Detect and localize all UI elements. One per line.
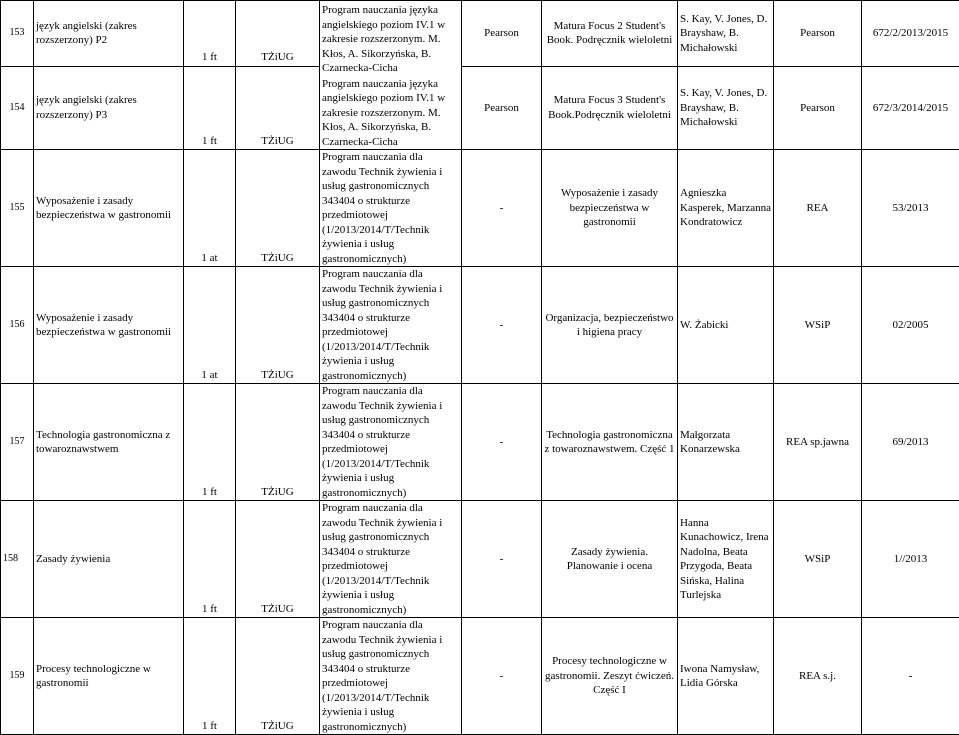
table-row (1, 150, 959, 267)
program-text: Program nauczania języka angielskiego poziom IV.1 w zakresie rozszerzonym. M. Kłos, A. Sikorzyńska, B. Czarnecka-Cicha (322, 77, 459, 150)
school-cell: TŻiUG (236, 501, 320, 618)
authors-cell: Hanna Kunachowicz, Irena Nadolna, Beata Przygoda, Beata Sińska, Halina Turlejska (678, 501, 774, 618)
publisher-cell: Pearson (774, 66, 862, 149)
hours-cell: 1 ft (184, 618, 236, 735)
row-number: 155 (1, 150, 34, 267)
approval-cell: 69/2013 (862, 384, 959, 501)
table-row (1, 66, 959, 149)
subject-cell: język angielski (zakres rozszerzony) P3 (34, 66, 184, 149)
book-cell: Wyposażenie i zasady bezpieczeństwa w gastronomii (542, 150, 678, 267)
authors-cell: Agnieszka Kasperek, Marzanna Kondratowicz (678, 150, 774, 267)
authors-cell: S. Kay, V. Jones, D. Brayshaw, B. Michałowski (678, 1, 774, 67)
program-publisher-cell: Pearson (462, 1, 542, 67)
subject-cell: Zasady żywienia (34, 501, 184, 618)
approval-cell: - (862, 618, 959, 735)
book-cell: Organizacja, bezpieczeństwo i higiena pracy (542, 267, 678, 384)
program-publisher-cell: - (462, 501, 542, 618)
hours-cell: 1 at (184, 267, 236, 384)
program-cell: Program nauczania dla zawodu Technik żywienia i usług gastronomicznych 343404 o strukturze przedmiotowej (1/2013/2014/T/Technik żywienia i usług gastronomicznych) (320, 501, 462, 618)
program-text: Program nauczania języka angielskiego poziom IV.1 w zakresie rozszerzonym. M. Kłos, A. Sikorzyńska, B. Czarnecka-Cicha (322, 3, 459, 76)
subject-cell: język angielski (zakres rozszerzony) P2 (34, 1, 184, 67)
program-publisher-cell: - (462, 150, 542, 267)
book-cell: Matura Focus 2 Student's Book. Podręcznik wieloletni (542, 1, 678, 67)
row-number: 154 (1, 66, 34, 149)
hours-cell: 1 ft (184, 1, 236, 67)
row-number: 157 (1, 384, 34, 501)
row-number: 159 (1, 618, 34, 735)
table-row (1, 384, 959, 501)
subject-cell: Wyposażenie i zasady bezpieczeństwa w gastronomii (34, 267, 184, 384)
program-publisher-cell: - (462, 384, 542, 501)
approval-cell: 02/2005 (862, 267, 959, 384)
publisher-cell: Pearson (774, 1, 862, 67)
row-number: 153 (1, 1, 34, 67)
school-cell: TŻiUG (236, 618, 320, 735)
school-cell: TŻiUG (236, 384, 320, 501)
row-number-text: 158 (3, 553, 18, 564)
publisher-cell: WSiP (774, 267, 862, 384)
authors-cell: S. Kay, V. Jones, D. Brayshaw, B. Michałowski (678, 66, 774, 149)
program-publisher-cell: - (462, 618, 542, 735)
publisher-cell: REA (774, 150, 862, 267)
publisher-cell: WSiP (774, 501, 862, 618)
table-row (1, 1, 959, 67)
book-cell: Technologia gastronomiczna z towaroznawstwem. Część 1 (542, 384, 678, 501)
program-cell: Program nauczania dla zawodu Technik żywienia i usług gastronomicznych 343404 o strukturze przedmiotowej (1/2013/2014/T/Technik żywienia i usług gastronomicznych) (320, 267, 462, 384)
program-cell: Program nauczania dla zawodu Technik żywienia i usług gastronomicznych 343404 o strukturze przedmiotowej (1/2013/2014/T/Technik żywienia i usług gastronomicznych) (320, 384, 462, 501)
approval-cell: 672/3/2014/2015 (862, 66, 959, 149)
hours-cell: 1 ft (184, 66, 236, 149)
row-number: 156 (1, 267, 34, 384)
program-cell: Program nauczania dla zawodu Technik żywienia i usług gastronomicznych 343404 o strukturze przedmiotowej (1/2013/2014/T/Technik żywienia i usług gastronomicznych) (320, 618, 462, 735)
authors-cell: Małgorzata Konarzewska (678, 384, 774, 501)
subject-cell: Wyposażenie i zasady bezpieczeństwa w gastronomii (34, 150, 184, 267)
program-cell (320, 1, 462, 150)
approval-cell: 53/2013 (862, 150, 959, 267)
authors-cell: Iwona Namysław, Lidia Górska (678, 618, 774, 735)
hours-cell: 1 ft (184, 384, 236, 501)
authors-cell: W. Żabicki (678, 267, 774, 384)
school-cell: TŻiUG (236, 66, 320, 149)
program-publisher-cell: Pearson (462, 66, 542, 149)
book-cell: Matura Focus 3 Student's Book.Podręcznik wieloletni (542, 66, 678, 149)
table-row (1, 618, 959, 735)
program-publisher-cell: - (462, 267, 542, 384)
publisher-cell: REA sp.jawna (774, 384, 862, 501)
table-row (1, 501, 959, 618)
approval-cell: 1//2013 (862, 501, 959, 618)
hours-cell: 1 at (184, 150, 236, 267)
subject-cell: Procesy technologiczne w gastronomii (34, 618, 184, 735)
book-cell: Zasady żywienia. Planowanie i ocena (542, 501, 678, 618)
hours-cell: 1 ft (184, 501, 236, 618)
approval-cell: 672/2/2013/2015 (862, 1, 959, 67)
school-cell: TŻiUG (236, 267, 320, 384)
book-cell: Procesy technologiczne w gastronomii. Zeszyt ćwiczeń. Część I (542, 618, 678, 735)
table-row (1, 267, 959, 384)
program-cell: Program nauczania dla zawodu Technik żywienia i usług gastronomicznych 343404 o strukturze przedmiotowej (1/2013/2014/T/Technik żywienia i usług gastronomicznych) (320, 150, 462, 267)
publisher-cell: REA s.j. (774, 618, 862, 735)
subject-cell: Technologia gastronomiczna z towaroznawstwem (34, 384, 184, 501)
school-cell: TŻiUG (236, 1, 320, 67)
row-number (1, 501, 34, 618)
school-cell: TŻiUG (236, 150, 320, 267)
